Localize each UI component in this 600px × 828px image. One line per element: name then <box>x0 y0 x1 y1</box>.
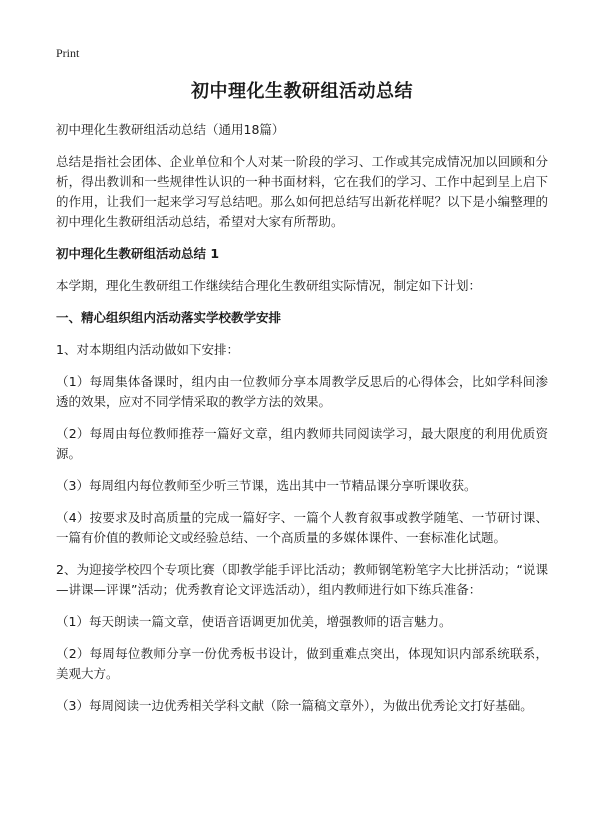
document-title: 初中理化生教研组活动总结 <box>191 81 413 102</box>
item-title: 2、为迎接学校四个专项比赛（即教学能手评比活动；教师钢笔粉笔字大比拼活动；“说课—讲课—评课”活动；优秀教育论文评选活动），组内教师进行如下练兵准备： <box>56 562 548 597</box>
part-heading: 一、精心组织组内活动落实学校教学安排 <box>56 310 282 325</box>
list-item: （3）每周组内每位教师至少听三节课，选出其中一节精品课分享听课收获。 <box>56 478 477 493</box>
list-item: （2）每周由每位教师推荐一篇好文章，组内教师共同阅读学习，最大限度的利用优质资源。 <box>56 426 548 461</box>
section-intro: 本学期，理化生教研组工作继续结合理化生教研组实际情况，制定如下计划： <box>56 278 482 293</box>
list-item: （1）每周集体备课时，组内由一位教师分享本周教学反思后的心得体会，比如学科间渗透的效果，应对不同学情采取的教学方法的效果。 <box>56 374 548 409</box>
intro-paragraph: 总结是指社会团体、企业单位和个人对某一阶段的学习、工作或其完成情况加以回顾和分析，得出教训和一些规律性认识的一种书面材料，它在我们的学习、工作中起到呈上启下的作用，让我们一起来学习写总结吧。那么如何把总结写出新花样呢？以下是小编整理的初中理化生教研组活动总结，希望对大家有所帮助。 <box>56 154 548 229</box>
document-subtitle: 初中理化生教研组活动总结（通用18篇） <box>56 122 285 137</box>
list-item: （1）每天朗读一篇文章，使语音语调更加优美，增强教师的语言魅力。 <box>56 614 452 629</box>
document-body <box>56 78 548 728</box>
list-item: （2）每周每位教师分享一份优秀板书设计，做到重难点突出，体现知识内部系统联系，美观大方。 <box>56 646 548 681</box>
print-link[interactable]: Print <box>56 46 80 60</box>
item-title: 1、对本期组内活动做如下安排： <box>56 342 239 357</box>
section-heading: 初中理化生教研组活动总结 1 <box>56 246 220 261</box>
list-item: （4）按要求及时高质量的完成一篇好字、一篇个人教育叙事或教学随笔、一节研讨课、一篇有价值的教师论文或经验总结、一个高质量的多媒体课件、一套标准化试题。 <box>56 510 548 545</box>
list-item: （3）每周阅读一边优秀相关学科文献（除一篇稿文章外），为做出优秀论文打好基础。 <box>56 698 533 713</box>
